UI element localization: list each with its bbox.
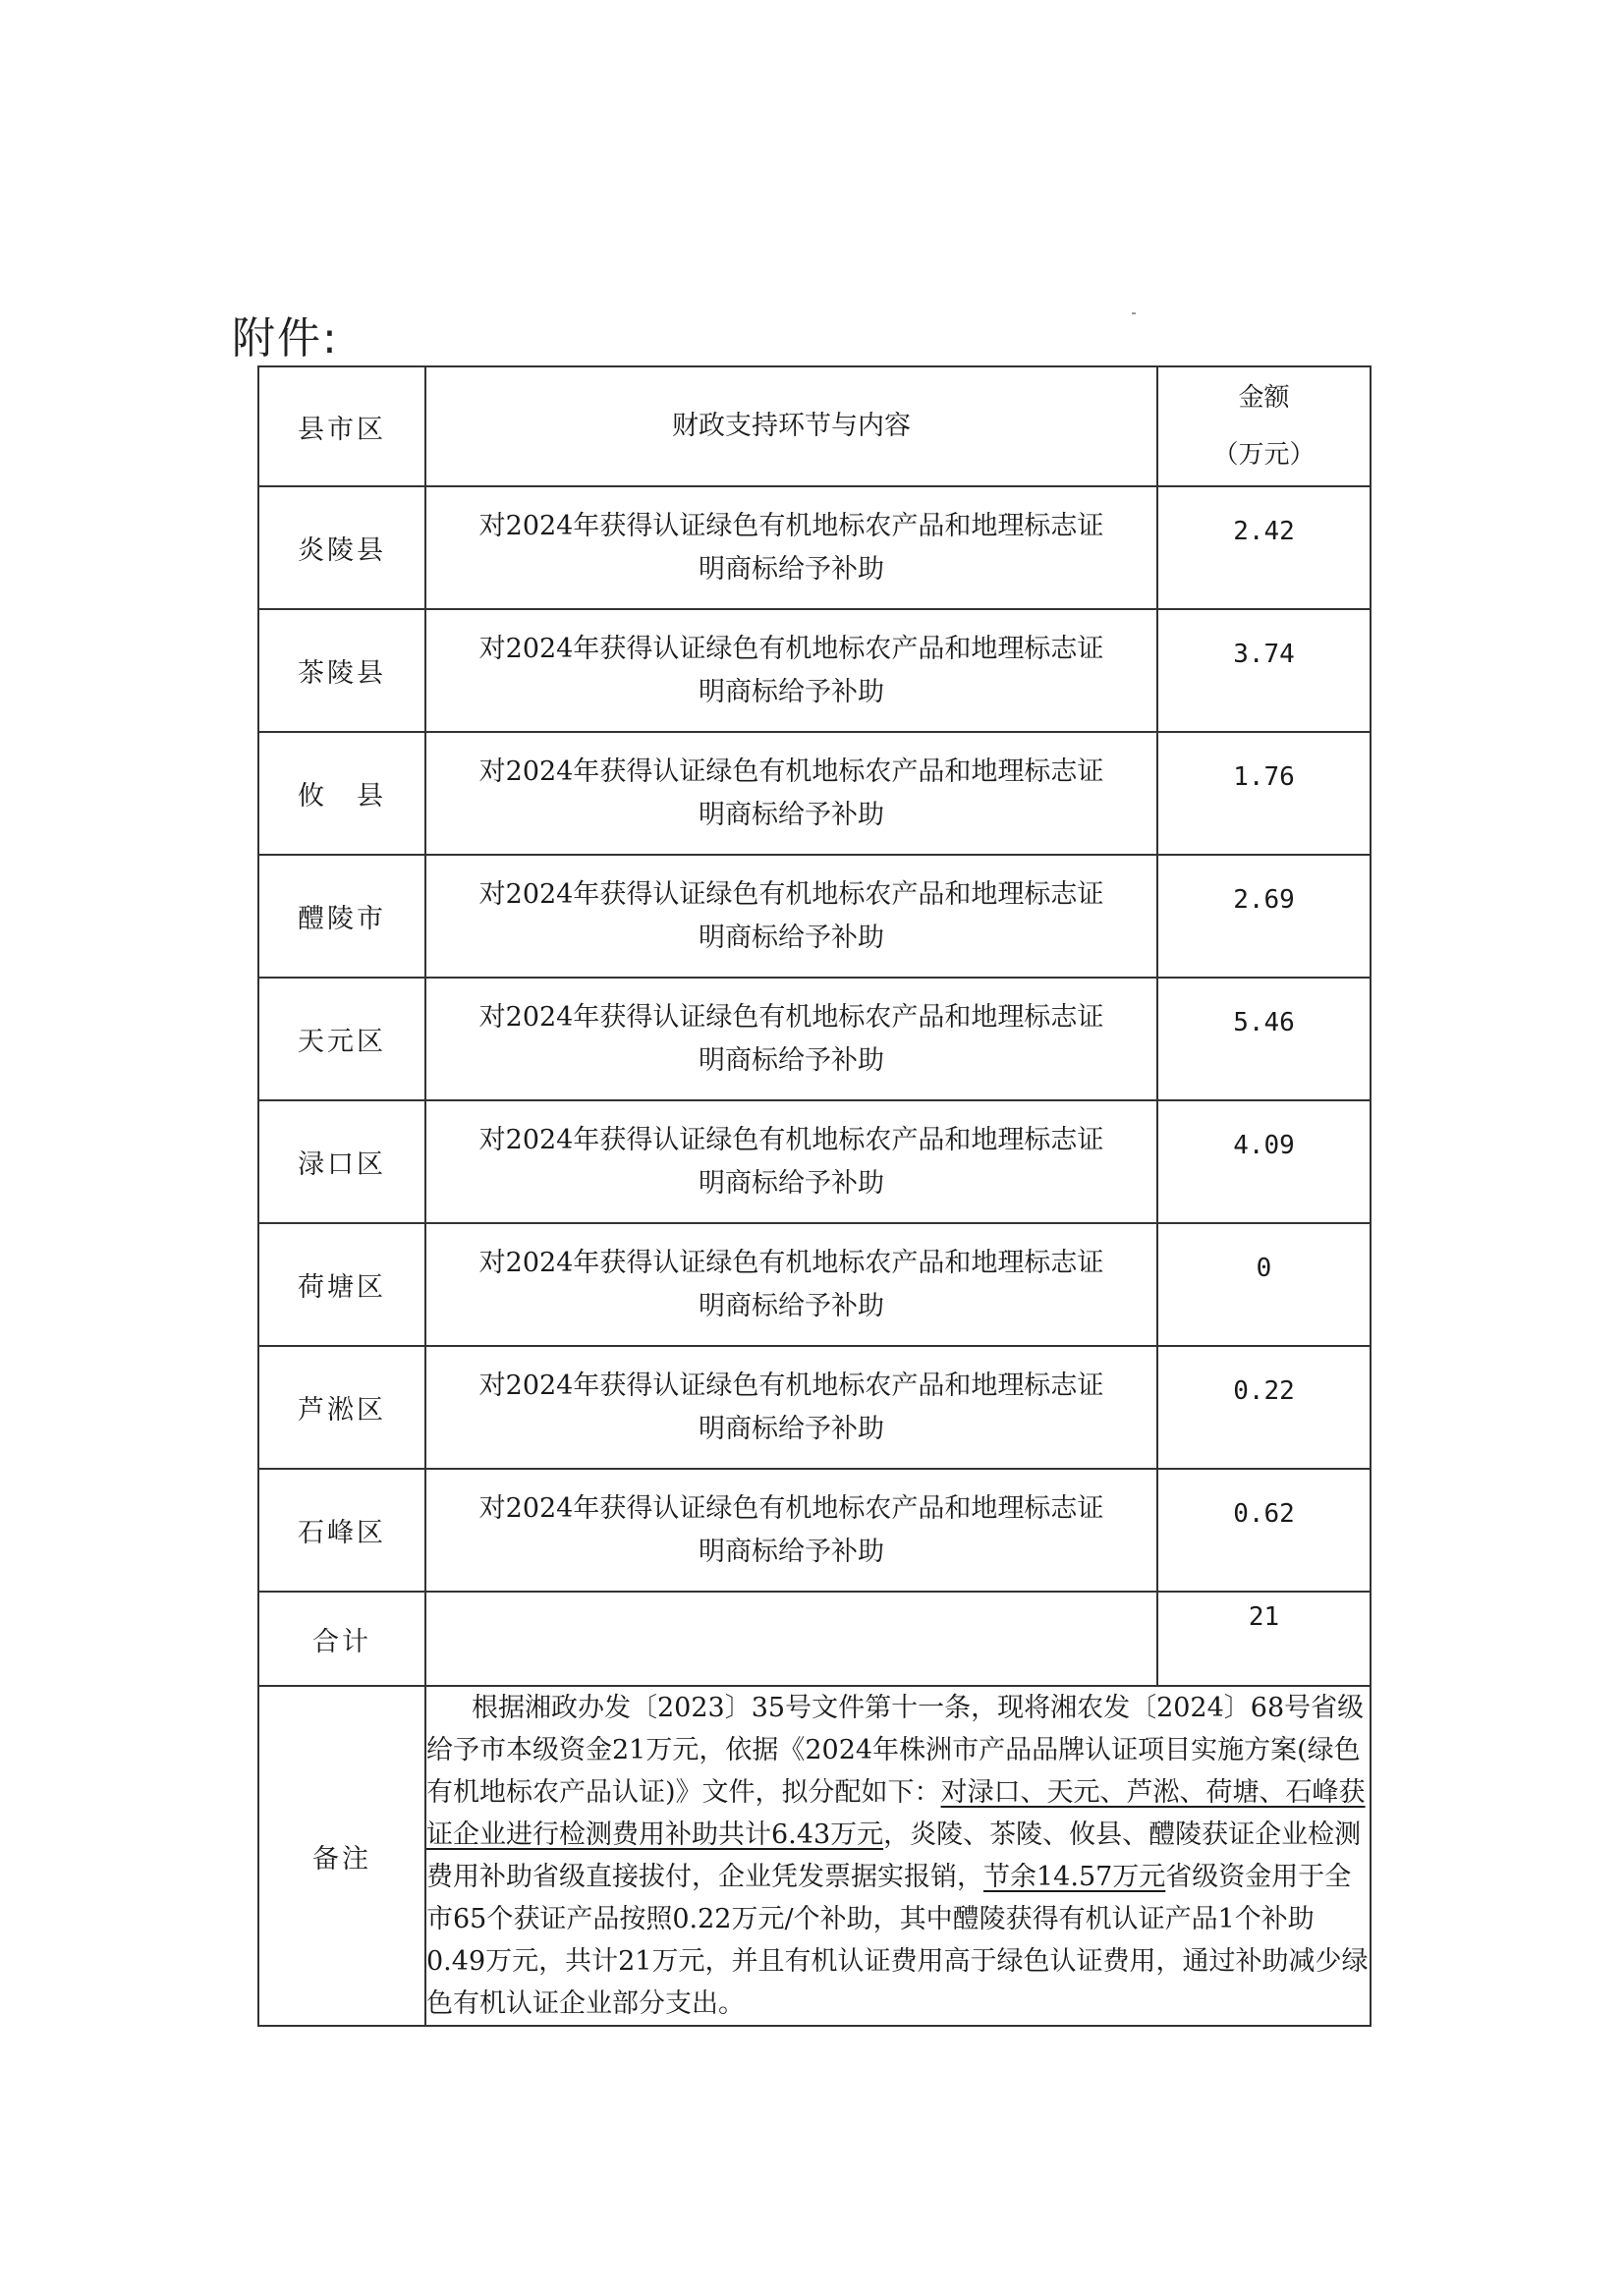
header-amount-line2: （万元） (1212, 440, 1316, 470)
total-row (258, 1592, 1371, 1686)
row-content-line1: 对2024年获得认证绿色有机地标农产品和地理标志证 (478, 1247, 1104, 1278)
row-county: 天元区 (258, 978, 425, 1100)
row-amount: 0.22 (1157, 1346, 1371, 1469)
row-content-line2: 明商标给予补助 (699, 553, 884, 585)
note-row (258, 1686, 1371, 2026)
table-row (258, 486, 1371, 609)
total-amount: 21 (1157, 1592, 1371, 1686)
table-header-row (258, 366, 1371, 486)
scan-speck (1132, 312, 1136, 314)
attachment-label: 附件: (232, 313, 339, 364)
total-label: 合计 (258, 1592, 425, 1686)
row-content-line2: 明商标给予补助 (699, 1044, 884, 1076)
header-amount-line1: 金额 (1238, 383, 1290, 413)
row-content-line2: 明商标给予补助 (699, 1536, 884, 1567)
table-row (258, 978, 1371, 1100)
row-content-line2: 明商标给予补助 (699, 922, 884, 953)
row-content-line1: 对2024年获得认证绿色有机地标农产品和地理标志证 (478, 878, 1104, 910)
row-content-line1: 对2024年获得认证绿色有机地标农产品和地理标志证 (478, 633, 1104, 664)
row-amount: 4.09 (1157, 1100, 1371, 1223)
row-county: 荷塘区 (258, 1223, 425, 1346)
note-text-underlined: 对渌口、天元、芦淞、荷塘、石峰获证企业进行检测费用补助共计6.43万元 (426, 1777, 1366, 1850)
row-content (425, 1469, 1157, 1592)
note-text (425, 1686, 1371, 2026)
row-content-line1: 对2024年获得认证绿色有机地标农产品和地理标志证 (478, 1001, 1104, 1033)
total-content (425, 1592, 1157, 1686)
row-amount: 0.62 (1157, 1469, 1371, 1592)
row-county: 茶陵县 (258, 609, 425, 732)
row-amount: 0 (1157, 1223, 1371, 1346)
table-row (258, 1100, 1371, 1223)
row-content-line1: 对2024年获得认证绿色有机地标农产品和地理标志证 (478, 510, 1104, 541)
row-amount: 2.69 (1157, 855, 1371, 978)
table-row (258, 1223, 1371, 1346)
row-amount: 5.46 (1157, 978, 1371, 1100)
note-text-part: 省级资金用于全市65个获证产品按照0.22万元/个补助，其中醴陵获得有机认证产品1个补助0.49万元，共计21万元，并且有机认证费用高于绿色认证费用，通过补助减少绿色有机认证企业部分支出。 (426, 1862, 1369, 2019)
row-amount: 2.42 (1157, 486, 1371, 609)
row-county: 石峰区 (258, 1469, 425, 1592)
row-content (425, 486, 1157, 609)
note-text-underlined: 节余14.57万元 (983, 1862, 1166, 1892)
subsidy-table (257, 365, 1372, 2027)
row-content (425, 1223, 1157, 1346)
row-content-line1: 对2024年获得认证绿色有机地标农产品和地理标志证 (478, 1124, 1104, 1155)
table-row (258, 609, 1371, 732)
row-content (425, 978, 1157, 1100)
row-content (425, 1100, 1157, 1223)
row-content-line1: 对2024年获得认证绿色有机地标农产品和地理标志证 (478, 1492, 1104, 1524)
row-content (425, 609, 1157, 732)
row-content (425, 855, 1157, 978)
header-content: 财政支持环节与内容 (425, 366, 1157, 486)
row-content-line1: 对2024年获得认证绿色有机地标农产品和地理标志证 (478, 1370, 1104, 1401)
note-label: 备注 (258, 1686, 425, 2026)
row-amount: 3.74 (1157, 609, 1371, 732)
row-county: 醴陵市 (258, 855, 425, 978)
row-county: 攸 县 (258, 732, 425, 855)
row-amount: 1.76 (1157, 732, 1371, 855)
table-row (258, 732, 1371, 855)
row-content-line1: 对2024年获得认证绿色有机地标农产品和地理标志证 (478, 756, 1104, 787)
header-amount (1157, 366, 1371, 486)
header-county: 县市区 (258, 366, 425, 486)
row-content-line2: 明商标给予补助 (699, 1167, 884, 1199)
table-row (258, 1346, 1371, 1469)
row-county: 渌口区 (258, 1100, 425, 1223)
row-content-line2: 明商标给予补助 (699, 1413, 884, 1444)
row-content (425, 732, 1157, 855)
row-content-line2: 明商标给予补助 (699, 1290, 884, 1321)
row-content-line2: 明商标给予补助 (699, 799, 884, 830)
row-county: 芦淞区 (258, 1346, 425, 1469)
row-content-line2: 明商标给予补助 (699, 676, 884, 707)
note-text-part: 根据湘政办发〔2023〕35号文件第十一条，现将湘农发〔2024〕68号省级给予市本级资金21万元，依据《2024年株洲市产品品牌认证项目实施方案(绿色有机地标农产品认证)》文件，拟分配如下： (426, 1693, 1365, 1808)
table-row (258, 1469, 1371, 1592)
note-text-part: ，炎陵、茶陵、攸县、醴陵获证企业检测费用补助省级直接拔付，企业凭发票据实报销， (426, 1819, 1362, 1892)
row-county: 炎陵县 (258, 486, 425, 609)
table-row (258, 855, 1371, 978)
row-content (425, 1346, 1157, 1469)
